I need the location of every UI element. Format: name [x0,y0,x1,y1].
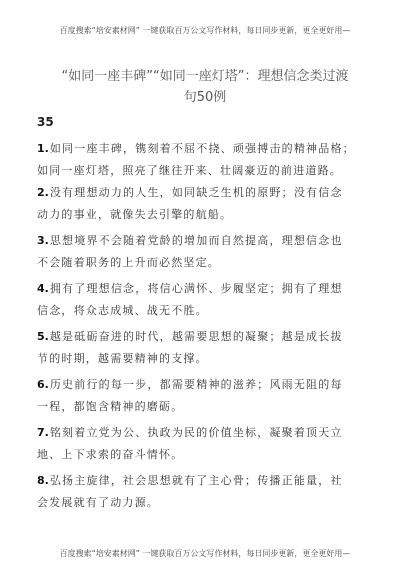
sentence-line [37,350,377,366]
document-title-line-1: “如同一座丰碑”“如同一座灯塔”：理想信念类过渡 [61,69,349,84]
sentence-number: 2. [37,186,49,199]
sentence-text: 拥有了理想信念，将信心满怀、步履坚定；拥有了理想 [49,282,343,295]
document-title-line-2: 句50例 [183,90,227,105]
sentence-number: 3. [37,234,49,247]
sentence-text: 一程，都饱含精神的磨砺。 [37,400,184,413]
sentence-number: 8. [37,474,49,487]
sentence-line [37,302,377,318]
sentence-text: 没有理想动力的人生，如同缺乏生机的原野；没有信念 [49,186,343,199]
sentence-line [37,254,377,270]
sentence-line [37,280,377,296]
sentence-line [37,398,377,414]
sentence-line [37,472,377,488]
sentence-line [37,424,377,440]
sentence-text: 越是砥砺奋进的时代，越需要思想的凝聚；越是成长拔 [49,330,343,343]
sentence-number: 6. [37,378,49,391]
sentence-text: 信念，将众志成城、战无不胜。 [37,304,208,317]
sentence-number: 5. [37,330,49,343]
sentence-text: 地、上下求索的奋斗情怀。 [37,448,184,461]
sentence-text: 思想境界不会随着党龄的增加而自然提高，理想信念也 [49,234,343,247]
sentence-line [37,232,377,248]
sentence-number: 4. [37,282,49,295]
sentence-number: 1. [37,142,49,155]
sentence-line [37,376,377,392]
sentence-text: 历史前行的每一步，都需要精神的滋养；风雨无阻的每 [49,378,343,391]
sentence-line [37,494,377,510]
sentence-text: 动力的事业，就像失去引擎的航船。 [37,208,233,221]
header-banner: 百度搜索“培安素材网” 一键获取百万公文写作材料，每日同步更新，更全更好用— [59,26,351,35]
sentence-line [37,140,377,156]
sentence-text: 如同一座灯塔，照亮了继往开来、壮阔豪迈的前进道路。 [37,164,342,177]
section-number: 35 [37,115,54,129]
sentence-text: 如同一座丰碑，镌刻着不屈不挠、顽强搏击的精神品格； [49,142,355,155]
sentence-text: 节的时期，越需要精神的支撑。 [37,352,208,365]
footer-banner: 百度搜索“培安素材网” 一键获取百万公文写作材料，每日同步更新，更全更好用— [59,549,351,558]
sentence-line [37,328,377,344]
sentence-line [37,162,377,178]
sentence-text: 不会随着职务的上升而必然坚定。 [37,256,220,269]
sentence-text: 会发展就有了动力源。 [37,496,159,509]
sentence-number: 7. [37,426,49,439]
sentence-text: 铭刻着立党为公、执政为民的价值坐标，凝聚着顶天立 [49,426,343,439]
sentence-line [37,184,377,200]
sentence-text: 弘扬主旋律，社会思想就有了主心骨；传播正能量，社 [49,474,343,487]
sentence-line [37,206,377,222]
sentence-line [37,446,377,462]
